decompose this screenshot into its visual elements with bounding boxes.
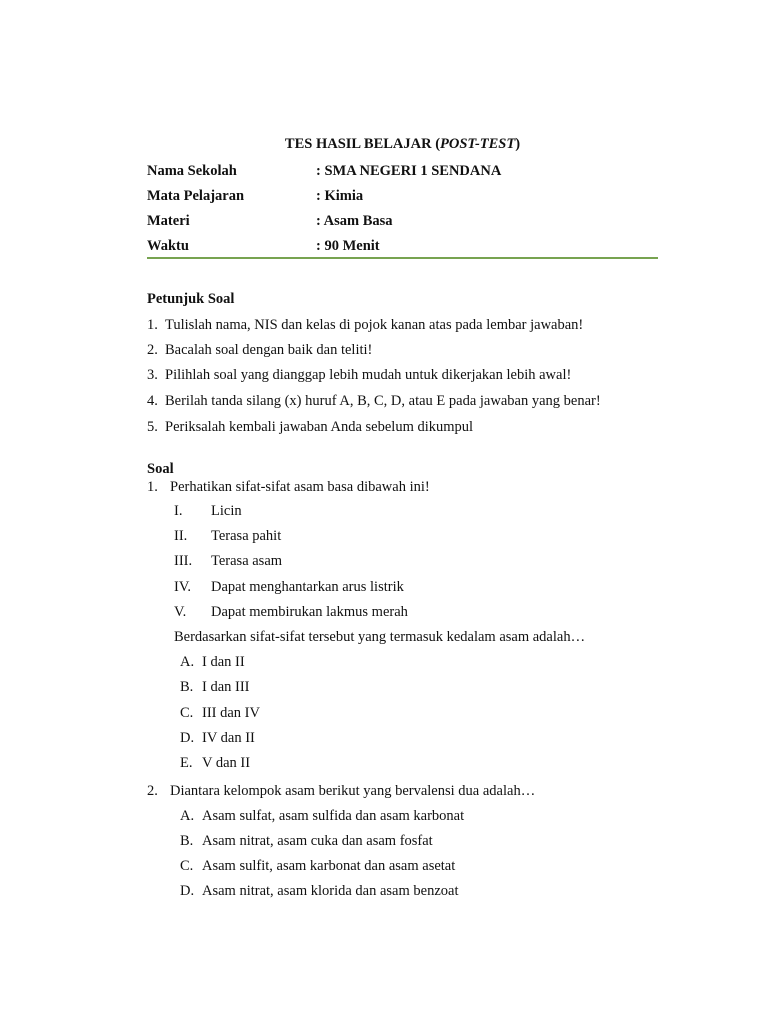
property-number: III. bbox=[174, 553, 193, 569]
property-number: V. bbox=[174, 604, 187, 620]
document-title bbox=[0, 136, 768, 153]
option-letter: A. bbox=[180, 654, 195, 670]
property-text: Terasa pahit bbox=[211, 528, 282, 544]
option-letter: B. bbox=[180, 679, 194, 695]
list-item-number: 3. bbox=[147, 367, 158, 383]
option-letter: C. bbox=[180, 705, 194, 721]
option-letter: A. bbox=[180, 808, 195, 824]
property-number: I. bbox=[174, 503, 183, 519]
property-text: Dapat menghantarkan arus listrik bbox=[211, 579, 404, 595]
option-text: IV dan II bbox=[202, 730, 255, 746]
option-text: I dan III bbox=[202, 679, 250, 695]
option-text: V dan II bbox=[202, 755, 251, 771]
field-value: : 90 Menit bbox=[316, 238, 380, 254]
question-text: Perhatikan sifat-sifat asam basa dibawah ini! bbox=[170, 479, 430, 495]
option-text: I dan II bbox=[202, 654, 245, 670]
option-letter: E. bbox=[180, 755, 193, 771]
list-item-number: 5. bbox=[147, 419, 158, 435]
option-letter: C. bbox=[180, 858, 194, 874]
list-item: Tulislah nama, NIS dan kelas di pojok kanan atas pada lembar jawaban! bbox=[165, 317, 584, 333]
property-text: Licin bbox=[211, 503, 242, 519]
list-item: Pilihlah soal yang dianggap lebih mudah untuk dikerjakan lebih awal! bbox=[165, 367, 572, 383]
title-text: TES HASIL BELAJAR ( bbox=[284, 136, 441, 152]
field-label: Materi bbox=[147, 213, 190, 229]
questions-heading: Soal bbox=[147, 461, 174, 477]
list-item-number: 1. bbox=[147, 317, 158, 333]
property-number: IV. bbox=[174, 579, 192, 595]
field-value: : SMA NEGERI 1 SENDANA bbox=[316, 163, 502, 179]
question-prompt: Berdasarkan sifat-sifat tersebut yang termasuk kedalam asam adalah… bbox=[174, 629, 586, 645]
instructions-heading: Petunjuk Soal bbox=[147, 291, 235, 307]
title-italic: POST-TEST bbox=[440, 136, 516, 152]
header-divider bbox=[147, 257, 658, 259]
list-item-number: 4. bbox=[147, 393, 158, 409]
question-number: 1. bbox=[147, 479, 158, 495]
property-text: Terasa asam bbox=[211, 553, 283, 569]
field-label: Mata Pelajaran bbox=[147, 188, 245, 204]
property-number: II. bbox=[174, 528, 188, 544]
title-end: ) bbox=[515, 136, 521, 152]
property-text: Dapat membirukan lakmus merah bbox=[211, 604, 408, 620]
question-text: Diantara kelompok asam berikut yang bervalensi dua adalah… bbox=[170, 783, 536, 799]
question-number: 2. bbox=[147, 783, 158, 799]
option-letter: D. bbox=[180, 883, 195, 899]
field-value: : Asam Basa bbox=[316, 213, 393, 229]
option-letter: B. bbox=[180, 833, 194, 849]
option-text: Asam sulfit, asam karbonat dan asam asetat bbox=[202, 858, 456, 874]
list-item-number: 2. bbox=[147, 342, 158, 358]
option-letter: D. bbox=[180, 730, 195, 746]
field-label: Nama Sekolah bbox=[147, 163, 237, 179]
list-item: Periksalah kembali jawaban Anda sebelum dikumpul bbox=[165, 419, 474, 435]
field-label: Waktu bbox=[147, 238, 189, 254]
option-text: Asam sulfat, asam sulfida dan asam karbonat bbox=[202, 808, 465, 824]
option-text: Asam nitrat, asam cuka dan asam fosfat bbox=[202, 833, 433, 849]
field-value: : Kimia bbox=[316, 188, 364, 204]
option-text: Asam nitrat, asam klorida dan asam benzoat bbox=[202, 883, 459, 899]
option-text: III dan IV bbox=[202, 705, 260, 721]
list-item: Berilah tanda silang (x) huruf A, B, C, D, atau E pada jawaban yang benar! bbox=[165, 393, 601, 409]
list-item: Bacalah soal dengan baik dan teliti! bbox=[165, 342, 373, 358]
